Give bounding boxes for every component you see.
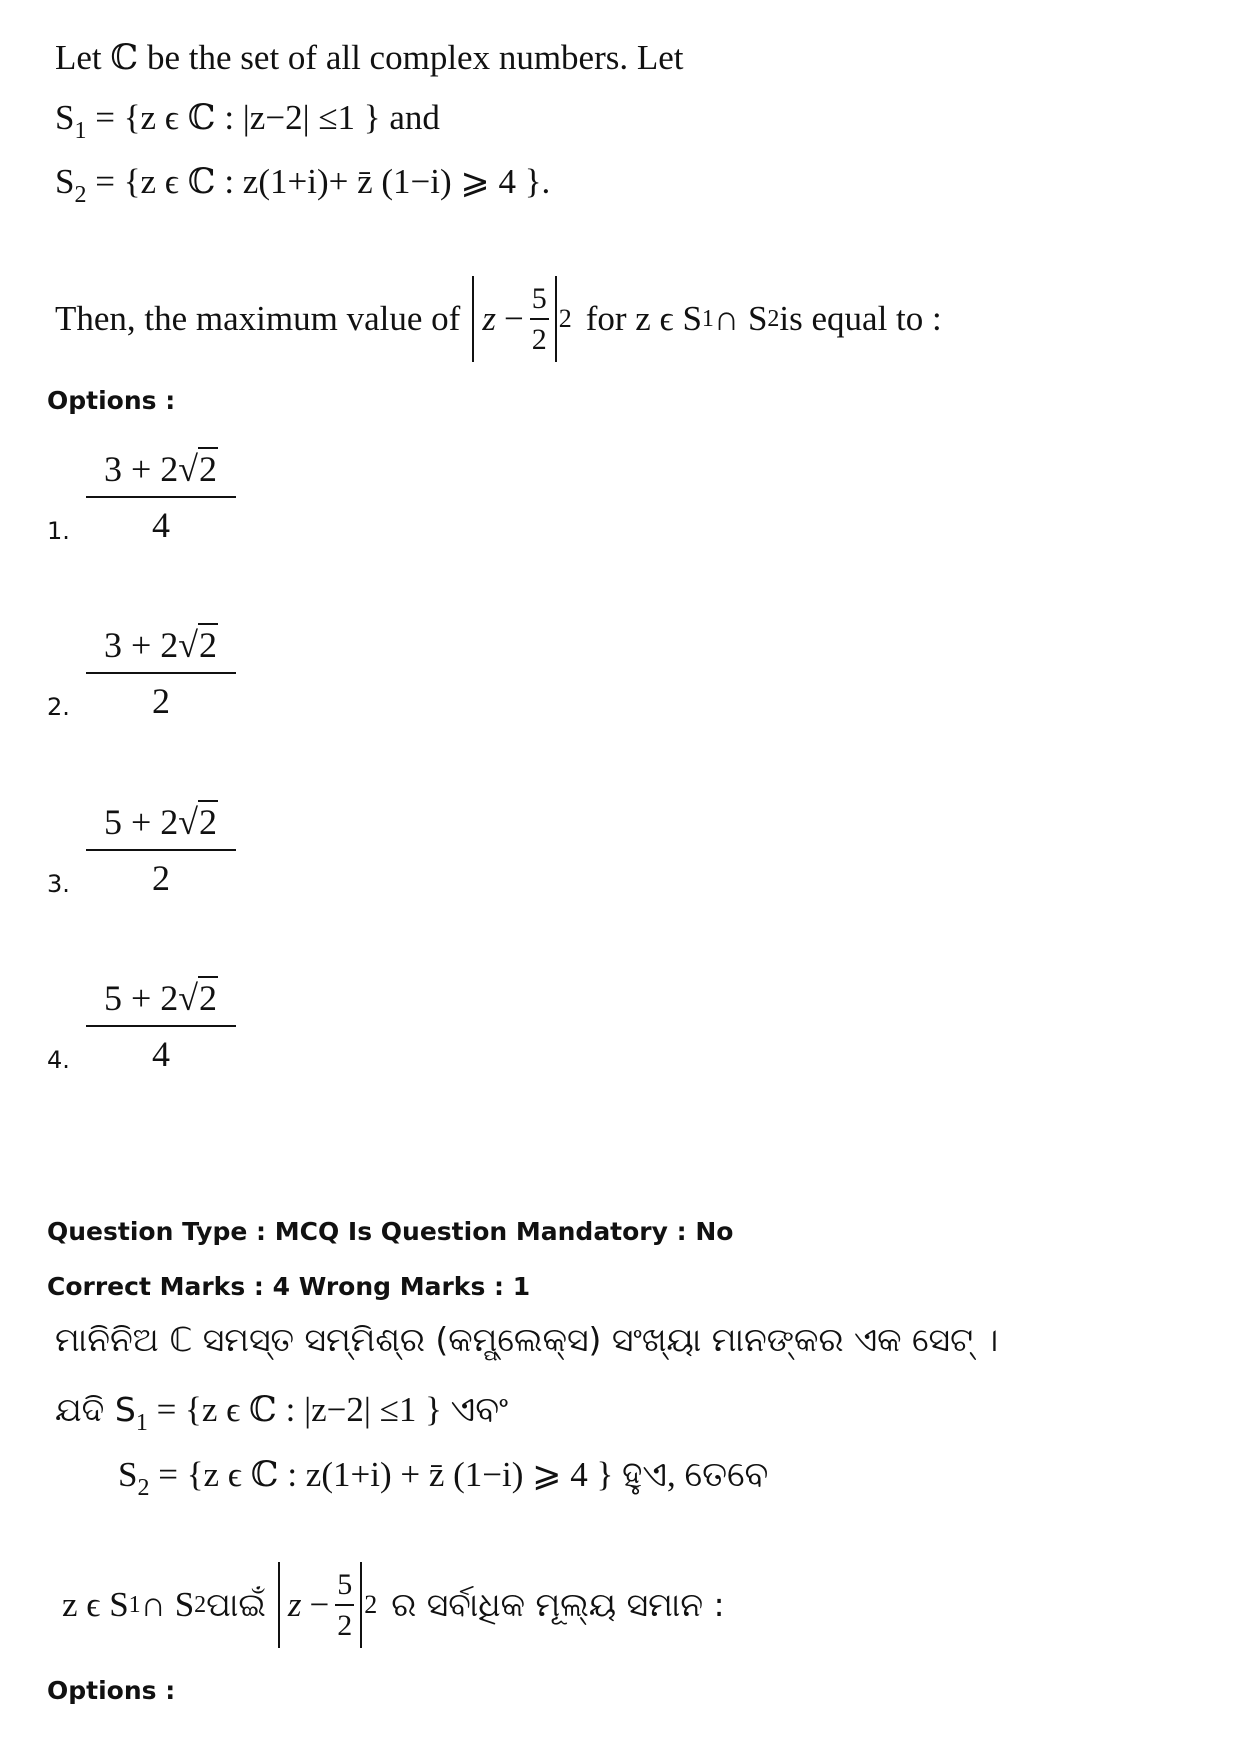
option-4-lead: 5 [103, 978, 122, 1018]
options-label-2: Options : [47, 1676, 176, 1705]
odia-for: ପାଇଁ [206, 1585, 266, 1624]
domain-cap: ∩ S [713, 299, 768, 338]
option-1-coef: 2 [160, 449, 179, 489]
fraction-five-halves [335, 1569, 354, 1642]
option-3-number: 3. [47, 870, 70, 898]
sqrt-symbol [178, 624, 218, 666]
option-1-radicand: 2 [199, 449, 218, 489]
fraction-numerator: 5 [337, 1567, 353, 1601]
abs-bar-left [278, 1562, 280, 1648]
option-2-coef: 2 [160, 625, 179, 665]
option-1-denominator: 4 [152, 505, 170, 545]
question-intro: Let ℂ be the set of all complex numbers. Let [55, 38, 684, 77]
sqrt-symbol [178, 977, 218, 1019]
question-suffix: is equal to : [779, 299, 942, 338]
s2-subscript: 2 [74, 182, 87, 208]
fraction-numerator: 5 [531, 281, 547, 315]
odia-s2-name: S [118, 1455, 138, 1494]
option-2-lead: 3 [103, 625, 122, 665]
question-prefix: Then, the maximum value of [55, 299, 461, 338]
set-s1-definition [55, 98, 440, 144]
option-4-radical: √ [178, 978, 199, 1018]
odia-domain-cap: ∩ S [140, 1585, 195, 1624]
abs-bar-right [555, 276, 557, 362]
option-4-plus: + [121, 978, 161, 1018]
fraction-denominator: 2 [530, 318, 549, 356]
option-2-number: 2. [47, 693, 70, 721]
option-3-fraction[interactable] [86, 801, 236, 899]
option-3-coef: 2 [160, 802, 179, 842]
odia-abs-expression: z − $\frac{5}{2}$ 2 [278, 1562, 377, 1648]
abs-bar-left [472, 276, 474, 362]
option-3-plus: + [121, 802, 161, 842]
option-4-denominator: 4 [152, 1034, 170, 1074]
option-1-fraction[interactable] [86, 448, 236, 546]
option-3-numerator [86, 801, 236, 849]
s2-def: = {z ϵ ℂ : z(1+i)+ z̄ (1−i) ⩾ 4 }. [86, 162, 551, 201]
var-z: z [287, 1585, 302, 1624]
question-type-line: Question Type : MCQ Is Question Mandatory : No [47, 1217, 734, 1246]
sqrt-symbol [178, 801, 218, 843]
s2-name: S [55, 162, 75, 201]
option-4-numerator [86, 977, 236, 1025]
abs-bar-right [360, 1562, 362, 1648]
option-3-radicand: 2 [199, 802, 218, 842]
s1-subscript: 1 [74, 118, 87, 144]
odia-question-statement: z ϵ S 1 ∩ S 2 ପାଇଁ z − $\frac{5}{2}$ 2 ର ସର୍ବାଧିକ ମୂଲ୍ୟ ସମାନ : [62, 1558, 725, 1652]
option-1-plus: + [121, 449, 161, 489]
option-2-numerator [86, 624, 236, 672]
s1-def: = {z ϵ ℂ : |z−2| ≤1 } and [86, 98, 440, 137]
option-3-radical: √ [178, 802, 199, 842]
option-4-number: 4. [47, 1046, 70, 1074]
option-2-denominator: 2 [152, 681, 170, 721]
odia-question-suffix: ର ସର୍ବାଧିକ ମୂଲ୍ୟ ସମାନ : [391, 1585, 725, 1624]
odia-domain-prefix: z ϵ S [62, 1585, 129, 1624]
option-1-radical: √ [178, 449, 199, 489]
s1-name: S [55, 98, 75, 137]
option-4-radicand: 2 [199, 978, 218, 1018]
question-line-1 [55, 38, 684, 78]
options-label: Options : [47, 386, 176, 415]
option-2-radicand: 2 [199, 625, 218, 665]
odia-s2-def: = {z ϵ ℂ : z(1+i) + z̄ (1−i) ⩾ 4 } ହୁଏ, ତେବେ [149, 1455, 769, 1494]
option-3-denominator: 2 [152, 858, 170, 898]
option-1-numerator [86, 448, 236, 496]
option-4-fraction[interactable] [86, 977, 236, 1075]
option-1-lead: 3 [103, 449, 122, 489]
fraction-five-halves [530, 283, 549, 356]
odia-line-1: ମାନିନିଅ ℂ ସମସ୍ତ ସମ୍ମିଶ୍ର (କମ୍ପ୍ଲେକ୍ସ) ସଂଖ୍ୟା ମାନଙ୍କର ଏକ ସେଟ୍ । [55, 1320, 999, 1359]
option-3-lead: 5 [103, 802, 122, 842]
question-statement: Then, the maximum value of z − $\frac{5}{2}$ 2 for z ϵ S 1 ∩ S 2 is equal to : [55, 272, 942, 366]
odia-s1-def: = {z ϵ ℂ : |z−2| ≤1 } ଏବଂ [147, 1390, 509, 1429]
odia-s2-subscript: 2 [137, 1475, 150, 1501]
odia-s1-subscript: 1 [135, 1410, 148, 1436]
abs-expression: z − $\frac{5}{2}$ 2 [472, 276, 571, 362]
minus-sign: − [309, 1585, 330, 1624]
option-1-number: 1. [47, 517, 70, 545]
odia-s1-prefix: ଯଦି S [55, 1390, 136, 1429]
fraction-denominator: 2 [335, 1604, 354, 1642]
odia-s1-definition [55, 1390, 509, 1436]
option-2-fraction[interactable] [86, 624, 236, 722]
option-2-plus: + [121, 625, 161, 665]
domain-prefix: for z ϵ S [585, 299, 702, 338]
sqrt-symbol [178, 448, 218, 490]
option-4-coef: 2 [160, 978, 179, 1018]
marks-line: Correct Marks : 4 Wrong Marks : 1 [47, 1272, 531, 1301]
set-s2-definition [55, 162, 551, 208]
odia-s2-definition [118, 1455, 769, 1501]
var-z: z [482, 299, 496, 338]
option-2-radical: √ [178, 625, 199, 665]
minus-sign: − [503, 299, 524, 338]
